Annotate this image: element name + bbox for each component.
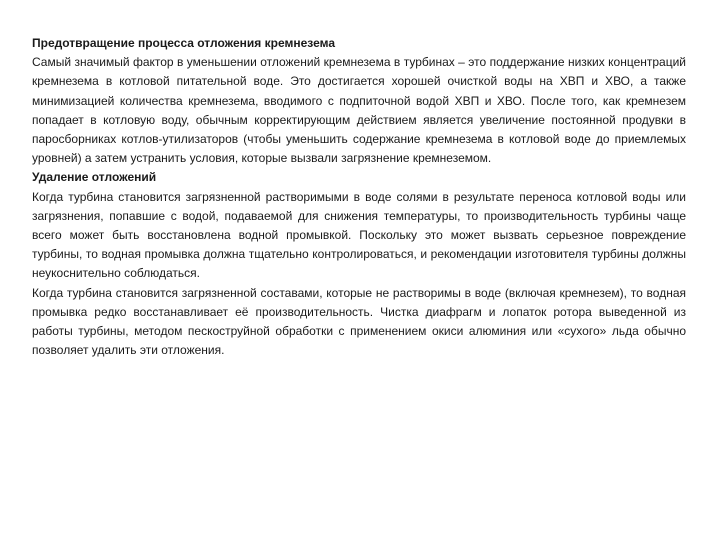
document-page	[32, 34, 686, 360]
paragraph-water-wash: Когда турбина становится загрязненной растворимыми в воде солями в результате переноса котловой воды или загрязнения, попавшие с водой, подаваемой для снижения температуры, то производительность турбины чаще всего может быть восстановлена водной промывкой. Поскольку это может вызвать серьезное повреждение турбины, то водная промывка должна тщательно контролироваться, и рекомендации изготовителя турбины должны неукоснительно соблюдаться.	[32, 189, 686, 281]
paragraph-insoluble-deposits: Когда турбина становится загрязненной составами, которые не растворимы в воде (включая кремнезем), то водная промывка редко восстанавливает её производительность. Чистка диафрагм и лопаток ротора выведенной из работы турбины, методом пескоструйной обработки с применением окиси алюминия или «сухого» льда обычно позволяет удалить эти отложения.	[32, 285, 686, 358]
section-heading-prevention: Предотвращение процесса отложения кремнезема	[32, 36, 336, 50]
paragraph-prevention: Самый значимый фактор в уменьшении отложений кремнезема в турбинах – это поддержание низких концентраций кремнезема в котловой питательной воде. Это достигается хорошей очисткой воды на ХВП и ХВО, а также минимизацией количества кремнезема, вводимого с подпиточной водой ХВП и ХВО. После того, как кремнезем попадает в котловую воду, обычным корректирующим действием является увеличение постоянной продувки в паросборниках котлов-утилизаторов (чтобы уменьшить содержание кремнезема в котловой воде до приемлемых уровней) а затем устранить условия, которые вызвали загрязнение кремнеземом.	[32, 55, 686, 166]
section-heading-removal: Удаление отложений	[32, 170, 157, 185]
